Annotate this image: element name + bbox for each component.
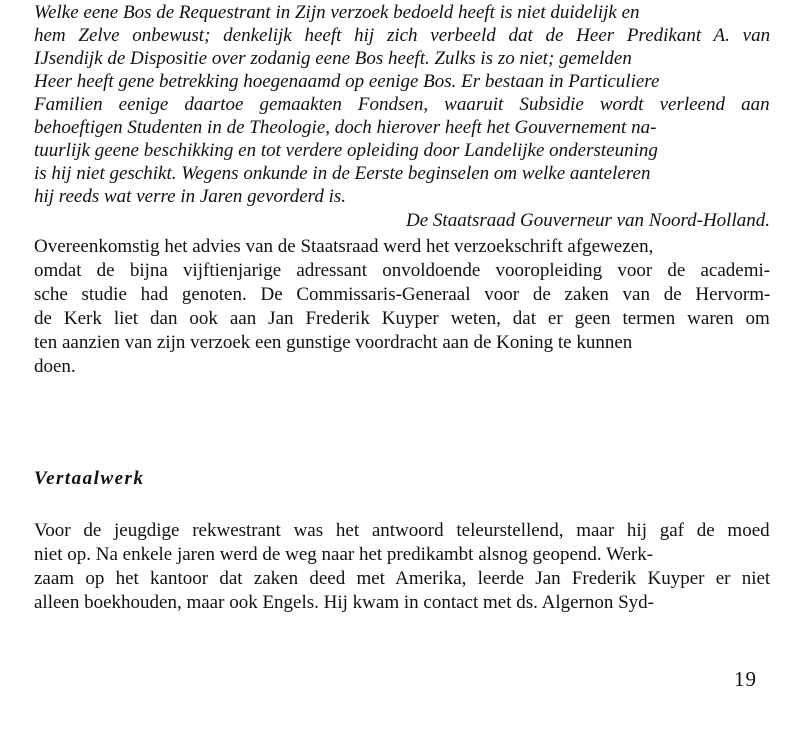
paragraph-line: ten aanzien van zijn verzoek een gunstige voordracht aan de Koning te kunnen [34,332,633,353]
quote-signature: De Staatsraad Gouverneur van Noord-Holland. [406,210,770,231]
quote-line: hem Zelve onbewust; denkelijk heeft hij zich verbeeld dat de Heer Predikant A. van [34,25,771,46]
quote-line: behoeftigen Studenten in de Theologie, doch hierover heeft het Gouvernement na- [34,117,657,138]
quote-line: Heer heeft gene betrekking hoegenaamd op eenige Bos. Er bestaan in Particuliere [34,71,660,92]
section-heading: Vertaalwerk [34,468,145,489]
quote-line: IJsendijk de Dispositie over zodanig eene Bos heeft. Zulks is zo niet; gemelden [34,48,632,69]
paragraph-line: doen. [34,356,76,377]
paragraph-line: sche studie had genoten. De Commissaris-Generaal voor de zaken van de Hervorm- [34,284,771,305]
paragraph-line: alleen boekhouden, maar ook Engels. Hij kwam in contact met ds. Algernon Syd- [34,592,654,613]
paragraph-line: de Kerk liet dan ook aan Jan Frederik Kuyper weten, dat er geen termen waren om [34,308,770,329]
paragraph-line: niet op. Na enkele jaren werd de weg naar het predikambt alsnog geopend. Werk- [34,544,654,565]
paragraph-line: zaam op het kantoor dat zaken deed met Amerika, leerde Jan Frederik Kuyper er niet [34,568,771,589]
quote-line: tuurlijk geene beschikking en tot verdere opleiding door Landelijke ondersteuning [34,140,658,161]
quote-line: Welke eene Bos de Requestrant in Zijn verzoek bedoeld heeft is niet duidelijk en [34,2,640,23]
page-number: 19 [734,667,757,691]
quote-line: hij reeds wat verre in Jaren gevorderd is. [34,186,347,207]
paragraph-line: Voor de jeugdige rekwestrant was het antwoord teleurstellend, maar hij gaf de moed [34,520,770,541]
quote-line: is hij niet geschikt. Wegens onkunde in de Eerste beginselen om welke aanteleren [34,163,651,184]
quote-line: Familien eenige daartoe gemaakten Fondsen, waaruit Subsidie wordt verleend aan [34,94,770,115]
paragraph-line: omdat de bijna vijftienjarige adressant onvoldoende vooropleiding voor de academi- [34,260,771,281]
paragraph-line: Overeenkomstig het advies van de Staatsraad werd het verzoekschrift afgewezen, [34,236,654,257]
